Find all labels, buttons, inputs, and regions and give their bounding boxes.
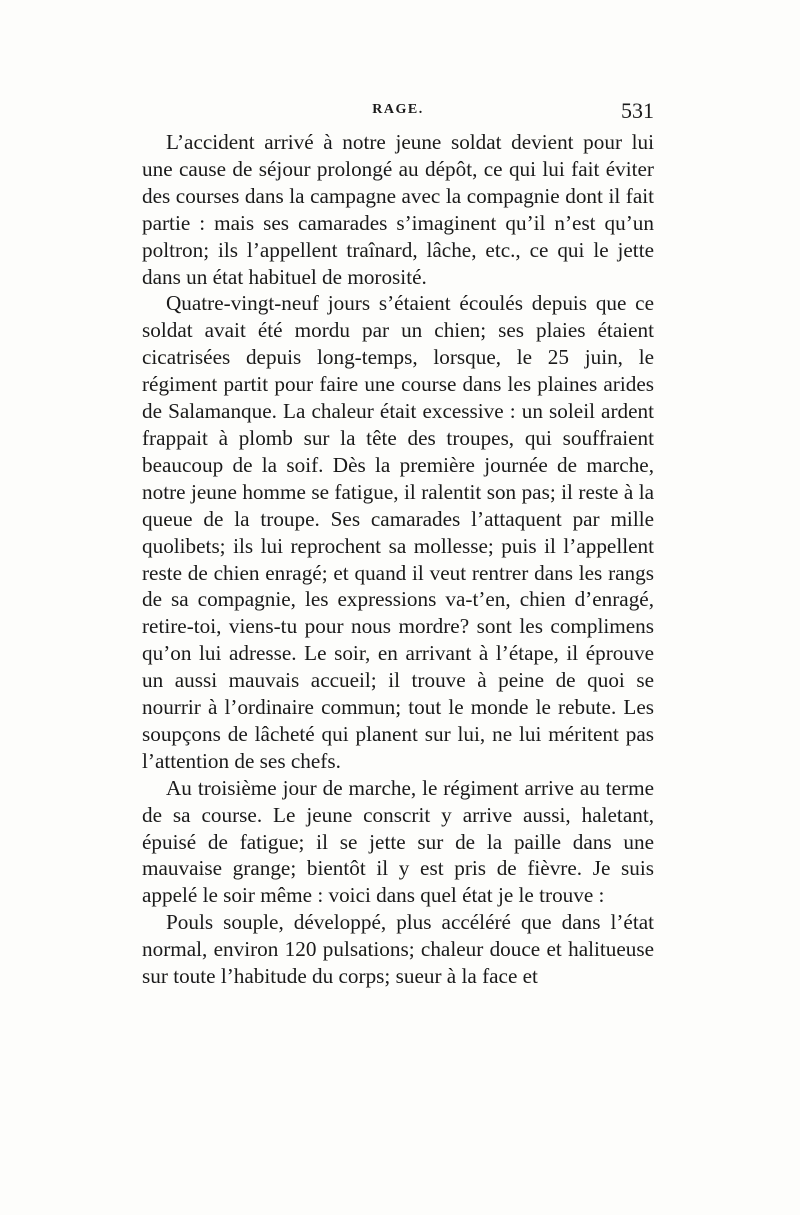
paragraph-2: Quatre-vingt-neuf jours s’étaient écoulés depuis que ce soldat avait été mordu par un chien; ses plaies étaient cicatrisées depuis long-temps, lorsque, le 25 juin, le régiment partit pour faire une course dans les plaines arides de Salamanque. La chaleur était excessive : un soleil ardent frappait à plomb sur la tête des troupes, qui souffraient beaucoup de la soif. Dès la première journée de marche, notre jeune homme se fatigue, il ralentit son pas; il reste à la queue de la troupe. Ses camarades l’attaquent par mille quolibets; ils lui reprochent sa mollesse; puis il l’appellent reste de chien enragé; et quand il veut rentrer dans les rangs de sa compagnie, les expressions va-t’en, chien d’enragé, retire-toi, viens-tu pour nous mordre? sont les complimens qu’on lui adresse. Le soir, en arrivant à l’étape, il éprouve un aussi mauvais accueil; il trouve à peine de quoi se nourrir à l’ordinaire commun; tout le monde le rebute. Les soupçons de lâcheté qui planent sur lui, ne lui méritent pas l’attention de ses chefs. [142, 291, 654, 773]
body-text [142, 129, 654, 990]
running-head [142, 100, 654, 126]
paragraph-4: Pouls souple, développé, plus accéléré que dans l’état normal, environ 120 pulsations; chaleur douce et halitueuse sur toute l’habitude du corps; sueur à la face et [142, 910, 654, 989]
paragraph-1: L’accident arrivé à notre jeune soldat devient pour lui une cause de séjour prolongé au dépôt, ce qui lui fait éviter des courses dans la campagne avec la compagnie dont il fait partie : mais ses camarades s’imaginent qu’il n’est qu’un poltron; ils l’appellent traînard, lâche, etc., ce qui le jette dans un état habituel de morosité. [142, 130, 654, 289]
paragraph-3: Au troisième jour de marche, le régiment arrive au terme de sa course. Le jeune conscrit y arrive aussi, haletant, épuisé de fatigue; il se jette sur de la paille dans une mauvaise grange; bientôt il y est pris de fièvre. Je suis appelé le soir même : voici dans quel état je le trouve : [142, 775, 654, 908]
page-number: 531 [621, 98, 654, 123]
running-title: RAGE. [372, 102, 424, 117]
